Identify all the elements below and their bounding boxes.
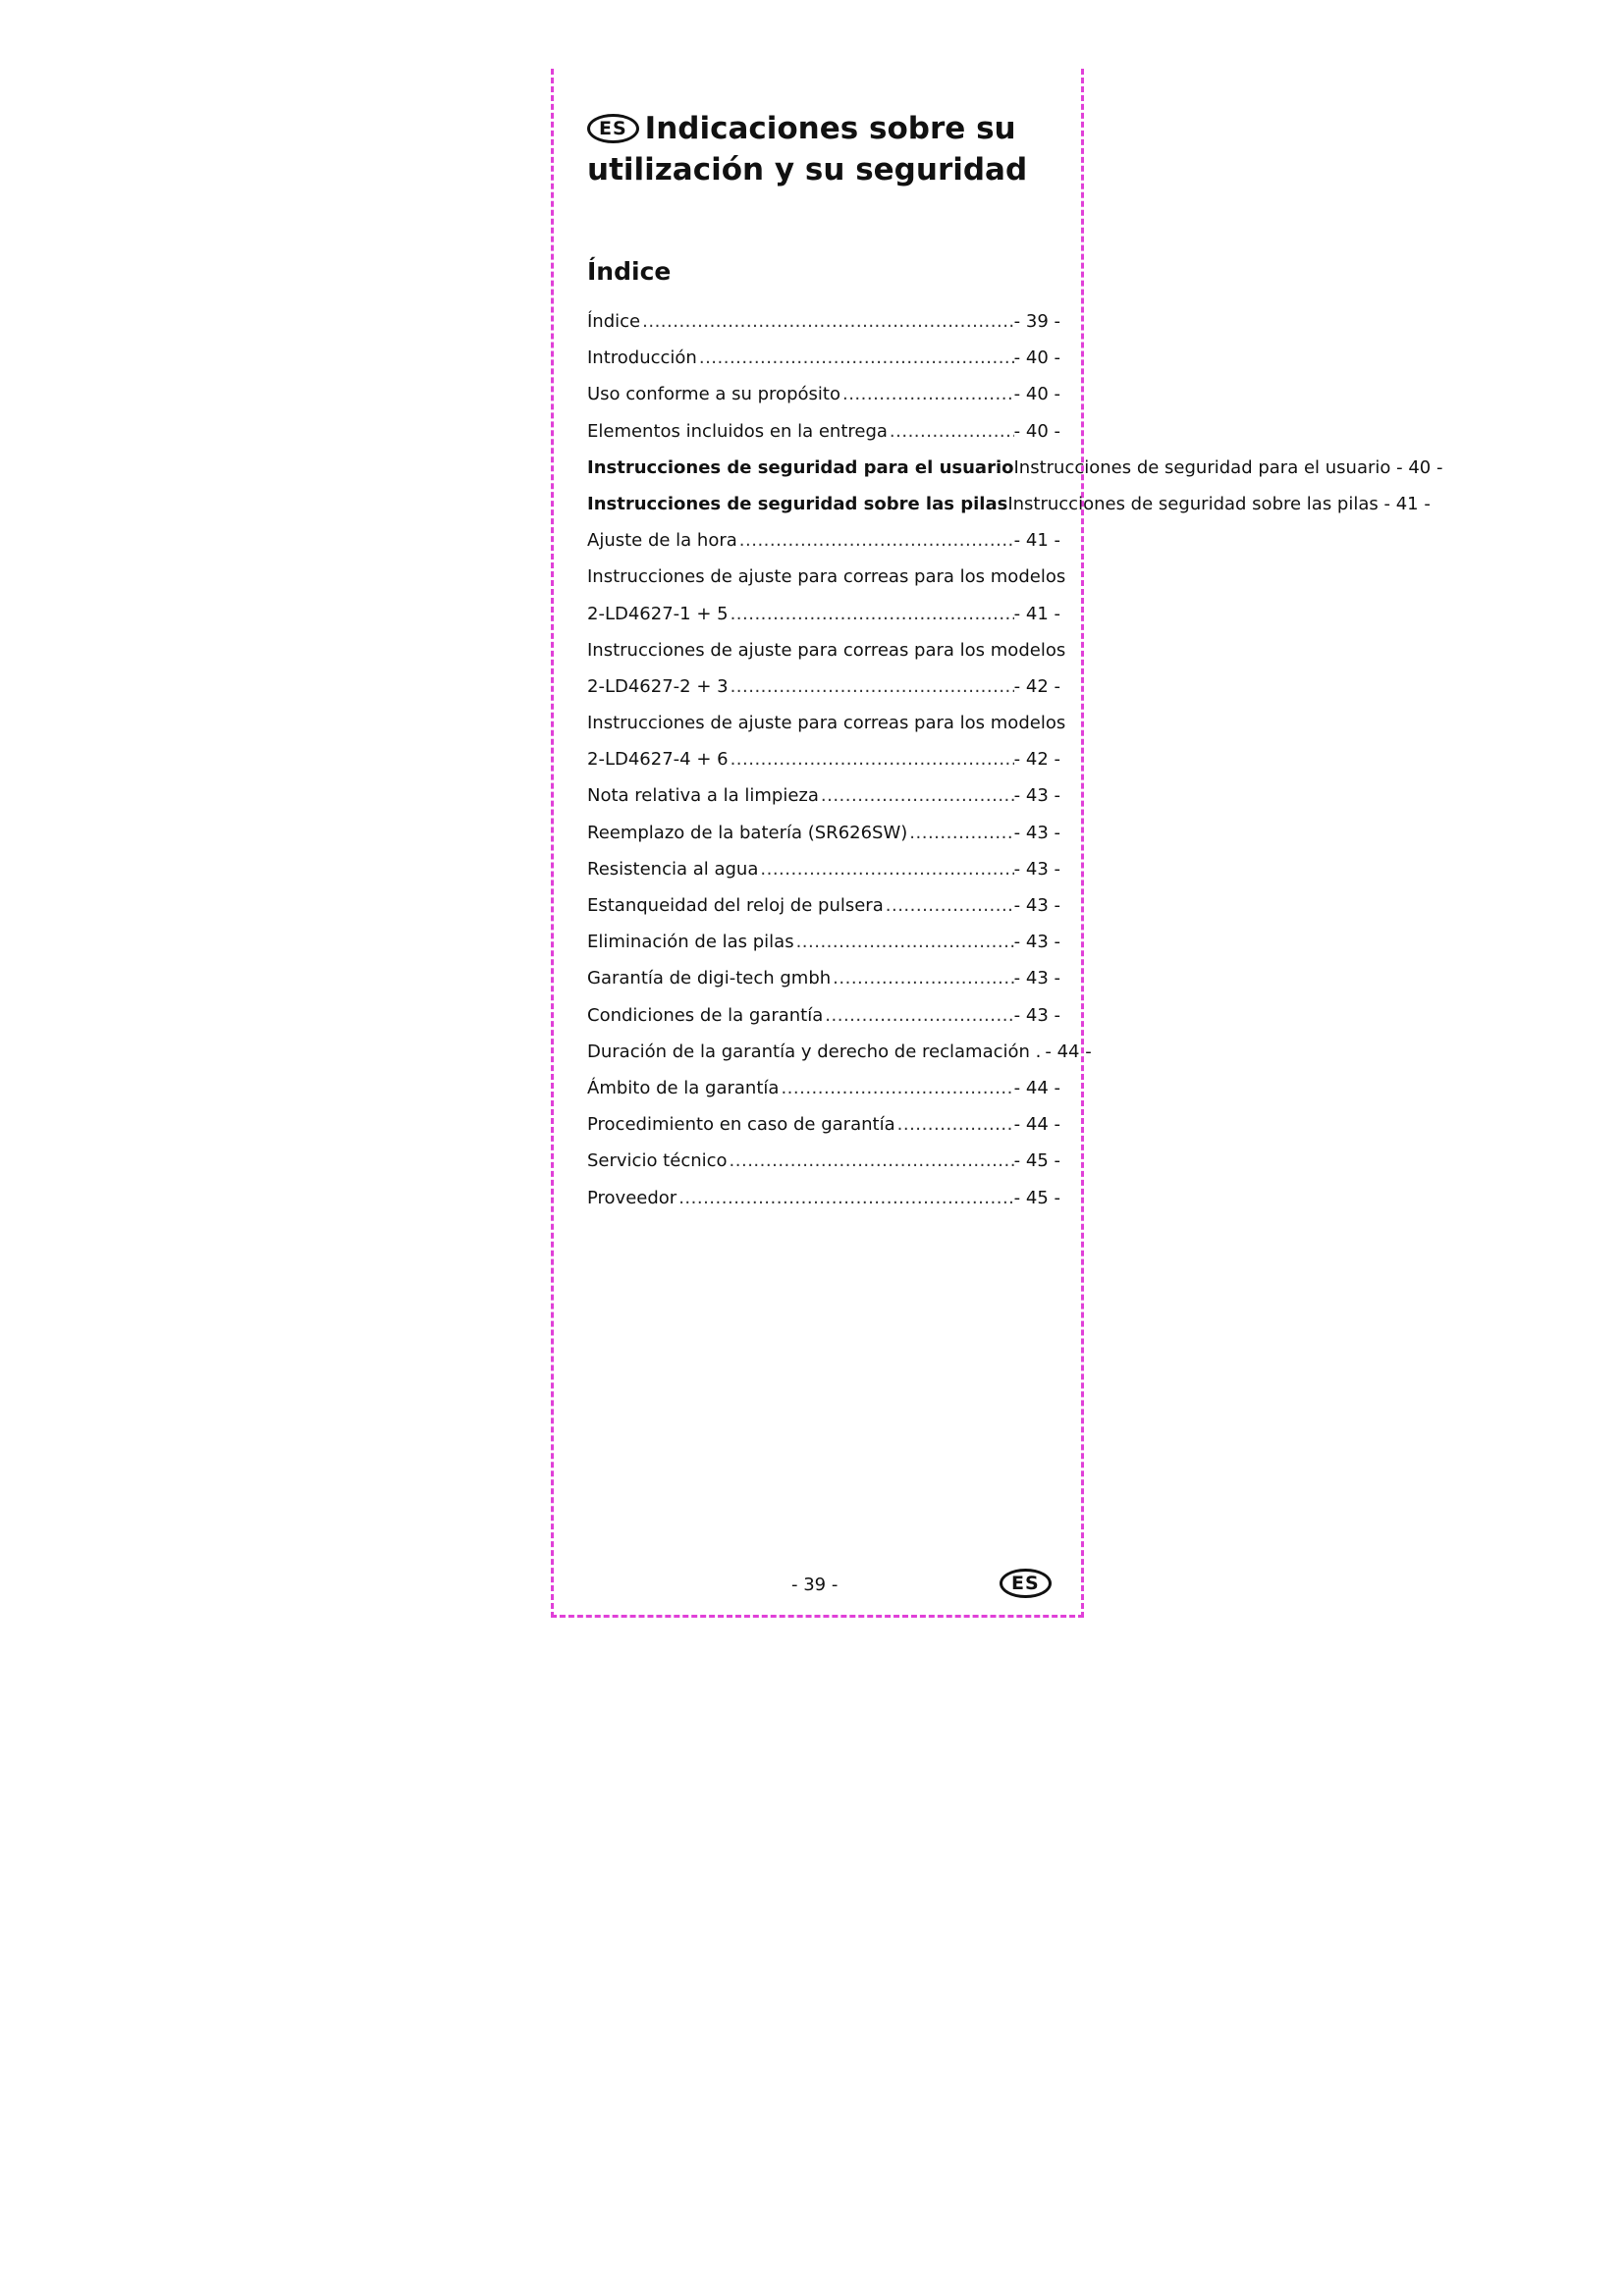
toc-entry-label: 2-LD4627-1 + 5 (587, 603, 729, 624)
toc-entry-label: Duración de la garantía y derecho de reclamación . (587, 1041, 1042, 1062)
toc-entry[interactable] (587, 310, 1060, 347)
toc-entry-page: - 45 - (1013, 1150, 1060, 1172)
toc-entry-label: Ajuste de la hora (587, 530, 737, 552)
toc-entry[interactable] (587, 931, 1060, 967)
toc-entry-page: - 43 - (1013, 895, 1060, 916)
toc-entry-page: - 44 - (1013, 1077, 1060, 1098)
toc-entry-page: - 41 - (1013, 530, 1060, 552)
toc-entry[interactable] (587, 383, 1060, 419)
toc-entry[interactable] (587, 1187, 1060, 1223)
toc-entry-page: - 43 - (1013, 932, 1060, 953)
toc-entry-label: Ámbito de la garantía (587, 1077, 780, 1098)
title-line-1: Indicaciones sobre su (644, 111, 1016, 146)
toc-dot-leader (728, 1149, 1014, 1173)
toc-entry-label: Servicio técnico (587, 1150, 728, 1172)
toc-entry-label: 2-LD4627-4 + 6 (587, 749, 729, 771)
toc-entry[interactable] (587, 565, 1066, 602)
toc-dot-leader (677, 1187, 1013, 1210)
toc-entry-page: - 39 - (1013, 311, 1060, 332)
toc-dot-leader (840, 383, 1014, 406)
toc-entry-page: - 43 - (1013, 785, 1060, 807)
toc-entry-page: - 45 - (1013, 1187, 1060, 1208)
toc-entry-label: Proveedor (587, 1187, 677, 1208)
toc-entry[interactable] (587, 603, 1060, 639)
toc-entry-page: - 43 - (1013, 968, 1060, 989)
toc-entry-label: Reemplazo de la batería (SR626SW) (587, 822, 908, 843)
toc-entry-page: - 40 - (1013, 420, 1060, 442)
toc-entry[interactable] (587, 1113, 1060, 1149)
toc-entry-page: - 43 - (1013, 858, 1060, 880)
toc-entry-label: Elementos incluidos en la entrega (587, 420, 888, 442)
toc-entry-page: - 43 - (1013, 1004, 1060, 1026)
toc-entry-page: - 42 - (1013, 675, 1060, 697)
toc-entry-page: - 42 - (1013, 749, 1060, 771)
toc-entry[interactable] (587, 493, 1431, 529)
toc-entry[interactable] (587, 1149, 1060, 1186)
toc-entry[interactable] (587, 420, 1060, 456)
table-of-contents (587, 310, 1443, 1223)
toc-entry[interactable] (587, 1041, 1092, 1077)
toc-entry[interactable] (587, 1004, 1060, 1041)
toc-entry-label: Instrucciones de seguridad sobre las pilas (587, 493, 1008, 514)
toc-entry-label: Garantía de digi-tech gmbh (587, 968, 832, 989)
toc-dot-leader (907, 822, 1013, 845)
toc-dot-leader (895, 1113, 1014, 1137)
toc-entry-label: Instrucciones de ajuste para correas para los modelos (587, 713, 1066, 734)
toc-entry-label: Procedimiento en caso de garantía (587, 1114, 895, 1136)
toc-entry-page: - 41 - (1013, 603, 1060, 624)
toc-entry[interactable] (587, 675, 1060, 712)
toc-entry[interactable] (587, 712, 1066, 748)
toc-dot-leader (831, 967, 1014, 990)
toc-entry-label: Introducción (587, 347, 697, 369)
toc-entry-page: - 40 - (1013, 384, 1060, 405)
toc-entry[interactable] (587, 1077, 1060, 1113)
toc-entry-label: Uso conforme a su propósito (587, 384, 840, 405)
toc-entry-label: Condiciones de la garantía (587, 1004, 824, 1026)
toc-entry-page: - 43 - (1013, 822, 1060, 843)
toc-entry-page: - 44 - (1045, 1041, 1092, 1062)
toc-entry-label: Índice (587, 311, 641, 332)
toc-dot-leader (697, 347, 1014, 370)
toc-dot-leader (758, 858, 1013, 881)
toc-entry[interactable] (587, 894, 1060, 931)
page-title (587, 108, 1078, 190)
toc-entry-label: Nota relativa a la limpieza (587, 785, 819, 807)
toc-entry[interactable] (587, 822, 1060, 858)
toc-dot-leader (823, 1004, 1013, 1028)
title-line-2: utilización y su seguridad (587, 152, 1028, 187)
toc-entry-overflow-text: Instrucciones de seguridad sobre las pilas - 41 - (1007, 493, 1431, 514)
toc-dot-leader (779, 1077, 1013, 1100)
toc-dot-leader (884, 894, 1014, 918)
toc-entry-label: Eliminación de las pilas (587, 932, 794, 953)
toc-dot-leader (729, 748, 1014, 772)
page-number: - 39 - (791, 1575, 839, 1595)
toc-entry[interactable] (587, 967, 1060, 1003)
toc-entry[interactable] (587, 748, 1060, 784)
language-badge-icon: ES (1000, 1569, 1052, 1598)
toc-entry[interactable] (587, 639, 1066, 675)
toc-entry[interactable] (587, 858, 1060, 894)
toc-entry-overflow-text: Instrucciones de seguridad para el usuario - 40 - (1013, 456, 1443, 478)
toc-dot-leader (729, 603, 1014, 626)
toc-dot-leader (794, 931, 1014, 954)
toc-entry-label: Resistencia al agua (587, 858, 759, 880)
section-heading: Índice (587, 257, 672, 286)
toc-entry[interactable] (587, 456, 1443, 493)
toc-dot-leader (737, 529, 1014, 553)
toc-entry[interactable] (587, 347, 1060, 383)
language-badge-icon: ES (587, 114, 639, 143)
toc-dot-leader (640, 310, 1014, 334)
toc-entry-label: Instrucciones de seguridad para el usuario (587, 456, 1014, 478)
toc-entry[interactable] (587, 529, 1060, 565)
toc-entry-label: Instrucciones de ajuste para correas para los modelos (587, 639, 1066, 661)
toc-entry-label: 2-LD4627-2 + 3 (587, 675, 729, 697)
toc-dot-leader (819, 784, 1014, 808)
toc-entry[interactable] (587, 784, 1060, 821)
toc-entry-page: - 44 - (1013, 1114, 1060, 1136)
toc-dot-leader (729, 675, 1014, 699)
toc-entry-label: Estanqueidad del reloj de pulsera (587, 895, 884, 916)
toc-entry-label: Instrucciones de ajuste para correas para los modelos (587, 566, 1066, 588)
toc-entry-page: - 40 - (1013, 347, 1060, 369)
toc-dot-leader (888, 420, 1014, 444)
